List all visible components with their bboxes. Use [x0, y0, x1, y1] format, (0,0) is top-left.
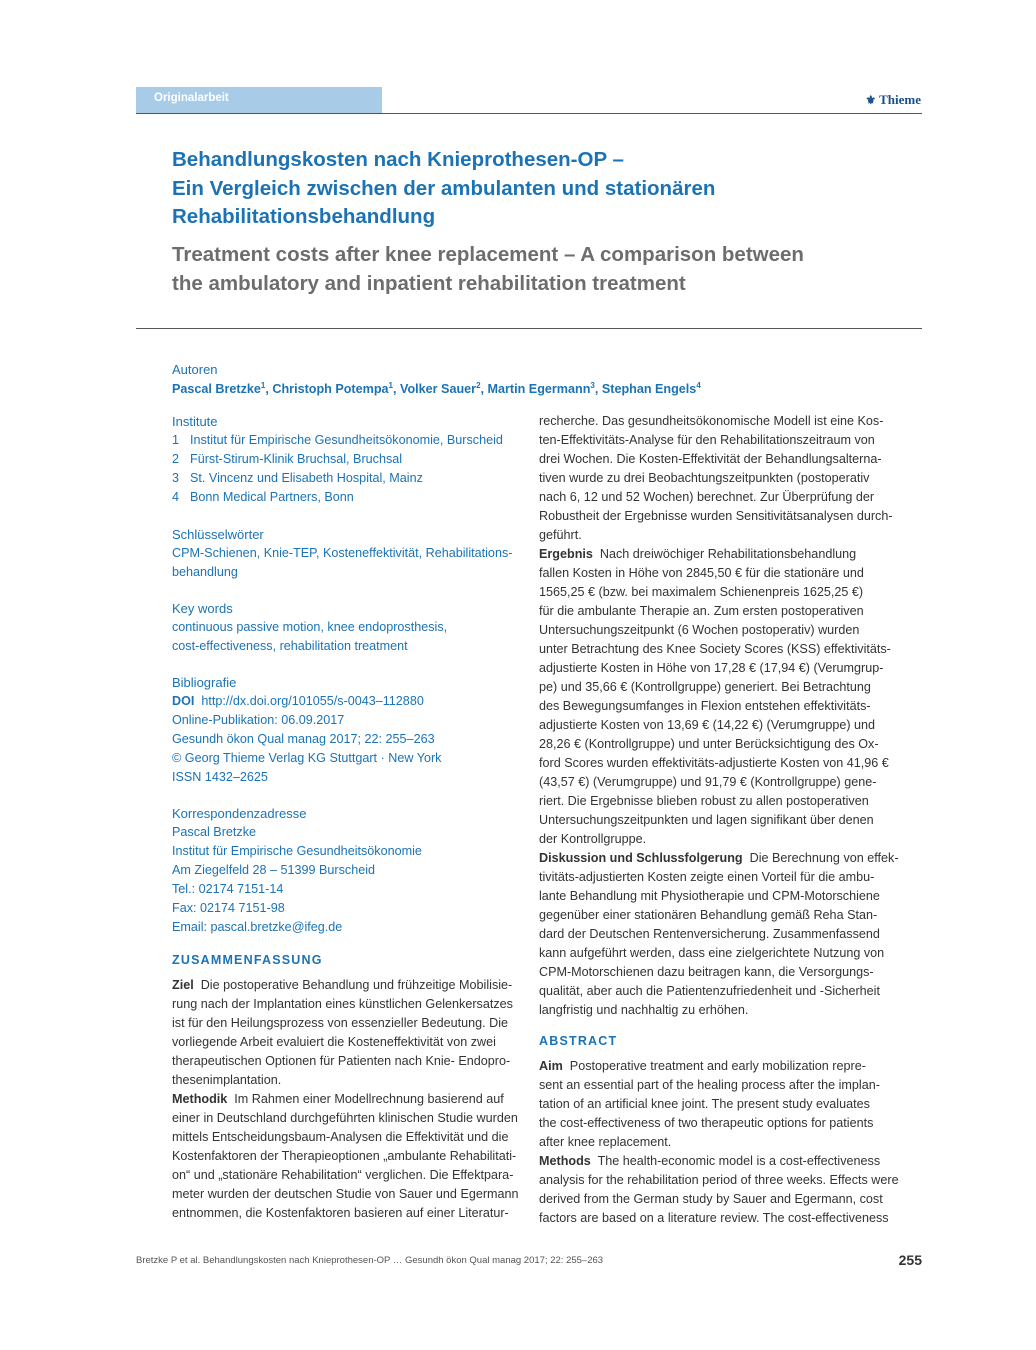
title-english: [172, 240, 912, 298]
institute-item: 4 Bonn Medical Partners, Bonn: [172, 490, 354, 504]
zusammenfassung-heading: ZUSAMMENFASSUNG: [172, 953, 323, 967]
ziel-lead: Ziel: [172, 978, 194, 992]
author-affiliation: 1: [388, 381, 393, 390]
right-column: [539, 412, 899, 1228]
methodik-paragraph: Methodik Im Rahmen einer Modellrechnung basierend auf einer in Deutschland durchgeführten klinischen Studie wurden mittels Entscheidungsbaum-Analysen die Effektivität und die Kostenfaktoren der Therapieoptionen „ambulante Rehabilitati- on“ und „stationäre Rehabilitation“ verglichen. Die Effektpara- meter wurden der deutschen Studie von Sauer und Egermann entnommen, die Kostenfaktoren basieren auf einer Literatur-: [172, 1092, 519, 1220]
aim-paragraph: Aim Postoperative treatment and early mobilization repre- sent an essential part of the healing process after the implan- tation of an artificial knee joint. The present study evaluates the cost-effectiveness of two therapeutic options for patients after knee replacement.: [539, 1059, 880, 1149]
keywords-de-line: behandlung: [172, 565, 238, 579]
page-number: 255: [898, 1252, 922, 1268]
section-tag: [136, 87, 382, 113]
authors-label: Autoren: [172, 362, 218, 377]
author-separator: ,: [392, 382, 400, 397]
institutes-label: Institute: [172, 414, 218, 429]
diskussion-paragraph: Diskussion und Schlussfolgerung Die Berechnung von effek- tivitäts-adjustierten Kosten zeigte einen Vorteil für die ambu- lante Behandlung mit Physiotherapie und CPM-Motorschiene gegenüber einer stationären Behandlung gemäß Reha Stan- dard der Deutschen Rentenversicherung. Zusammenfassend kann aufgeführt werden, dass eine zielgerichtete Nutzung von CPM-Motorschienen dazu beitragen kann, die Versorgungs- qualität, aber auch die Patientenzufriedenheit und -Sicherheit langfristig und nachhaltig zu erhöhen.: [539, 851, 899, 1017]
diskussion-lead: Diskussion und Schlussfolgerung: [539, 851, 743, 865]
title-german-line: Rehabilitationsbehandlung: [172, 205, 436, 228]
correspondence-phone: Tel.: 02174 7151-14: [172, 882, 284, 896]
section-tag-label: Originalarbeit: [154, 92, 229, 104]
title-german-line: Behandlungskosten nach Knieprothesen-OP –: [172, 148, 624, 171]
title-german-line: Ein Vergleich zwischen der ambulanten und stationären: [172, 176, 716, 200]
methods-paragraph: Methods The health-economic model is a cost-effectiveness analysis for the rehabilitation period of three weeks. Effects were derived from the German study by Sauer and Egermann, cost factors are based on a literature review. The cost-effectiveness: [539, 1154, 899, 1225]
author-separator: ,: [594, 382, 602, 397]
author-list: [172, 381, 701, 396]
keywords-de-line: CPM-Schienen, Knie-TEP, Kosteneffektivität, Rehabilitations-: [172, 546, 513, 560]
title-german: [172, 146, 912, 232]
ergebnis-lead: Ergebnis: [539, 547, 593, 561]
header-divider: [136, 113, 922, 114]
correspondence-address: Am Ziegelfeld 28 – 51399 Burscheid: [172, 863, 376, 877]
methods-lead: Methods: [539, 1154, 591, 1168]
online-publication: Online-Publikation: 06.09.2017: [172, 713, 345, 727]
abstract-heading: ABSTRACT: [539, 1034, 618, 1048]
author-name: Pascal Bretzke: [172, 382, 261, 397]
correspondence-fax: Fax: 02174 7151-98: [172, 901, 285, 915]
author-affiliation: 1: [260, 381, 266, 390]
left-column: [172, 412, 522, 1223]
author-separator: ,: [480, 382, 488, 397]
author-name: Volker Sauer: [399, 382, 477, 397]
keywords-en-line: continuous passive motion, knee endoprosthesis,: [172, 620, 448, 634]
author-affiliation: 3: [590, 381, 595, 390]
ergebnis-paragraph: Ergebnis Nach dreiwöchiger Rehabilitationsbehandlung fallen Kosten in Höhe von 2845,50 € für die stationäre und 1565,25 € (bzw. bei maximalem Schienenpreis 1625,25 €) für die ambulante Therapie an. Zum ersten postoperativen Untersuchungszeitpunkt (6 Wochen postoperativ) wurden unter Betrachtung des Knee Society Scores (KSS) effektivitäts- adjustierte Kosten in Höhe von 17,28 € (17,94 €) (Verumgrup- pe) und 35,66 € (Kontrollgruppe) generiert. Bei Betrachtung des Bewegungsumfanges in Flexion entstehen effektivitäts- adjustierte Kosten von 13,69 € (14,22 €) (Verumgruppe) und 28,26 € (Kontrollgruppe) und unter Berücksichtigung des Ox- ford Scores wurden effektivitäts-adjustierte Kosten von 41,96 € (43,57 €) (Verumgruppe) und 91,79 € (Kontrollgruppe) gene- riert. Die Ergebnisse blieben robust zu allen postoperativen Untersuchungszeitpunkten und lagen signifikant über denen der Kontrollgruppe.: [539, 547, 891, 846]
doi-line: [172, 692, 522, 711]
publisher-logo: [865, 92, 921, 108]
author-name: Christoph Potempa: [272, 382, 389, 397]
issn: ISSN 1432–2625: [172, 770, 268, 784]
title-english-line: the ambulatory and inpatient rehabilitation treatment: [172, 272, 686, 295]
bibliography-label: Bibliografie: [172, 675, 237, 690]
institute-item: 3 St. Vincenz und Elisabeth Hospital, Mainz: [172, 471, 423, 485]
institute-item: 1 Institut für Empirische Gesundheitsökonomie, Burscheid: [172, 433, 503, 447]
methodik-lead: Methodik: [172, 1092, 228, 1106]
aim-lead: Aim: [539, 1059, 563, 1073]
correspondence-label: Korrespondenzadresse: [172, 806, 307, 821]
ziel-paragraph: Ziel Die postoperative Behandlung und frühzeitige Mobilisie- rung nach der Implantation eines künstlichen Gelenkersatzes ist für den Heilungsprozess von essenzieller Bedeutung. Die vorliegende Arbeit evaluiert die Kosteneffektivität von zwei therapeutischen Optionen für Patienten nach Knie- Endopro- thesenimplantation.: [172, 978, 513, 1087]
institute-item: 2 Fürst-Stirum-Klinik Bruchsal, Bruchsal: [172, 452, 403, 466]
footer-citation: Bretzke P et al. Behandlungskosten nach Knieprothesen-OP … Gesundh ökon Qual manag 2017; 22: 255–263: [136, 1255, 604, 1266]
author-name: Martin Egermann: [487, 382, 591, 397]
author-affiliation: 4: [696, 381, 701, 390]
copyright: © Georg Thieme Verlag KG Stuttgart · New York: [172, 751, 442, 765]
publisher-name: Thieme: [879, 92, 921, 107]
correspondence-name: Pascal Bretzke: [172, 825, 256, 839]
doi-link[interactable]: http://dx.doi.org/101055/s-0043–112880: [201, 694, 424, 708]
author-name: Stephan Engels: [601, 382, 697, 397]
title-divider: [136, 328, 922, 329]
author-separator: ,: [265, 382, 273, 397]
thieme-crest-icon: ⚜: [865, 93, 877, 107]
methodik-continued: recherche. Das gesundheitsökonomische Modell ist eine Kos- ten-Effektivitäts-Analyse für den Rehabilitationszeitraum von drei Wochen. Die Kosten-Effektivität der Behandlungsalterna- tiven wurde zu drei Beobachtungszeitpunkten (postoperativ nach 6, 12 und 52 Wochen) berechnet. Zur Überprüfung der Robustheit der Ergebnisse wurden Sensitivitätsanalysen durch- geführt.: [539, 414, 893, 542]
correspondence-institute: Institut für Empirische Gesundheitsökonomie: [172, 844, 422, 858]
keywords-en-line: cost-effectiveness, rehabilitation treatment: [172, 639, 408, 653]
keywords-de-label: Schlüsselwörter: [172, 527, 264, 542]
journal-citation: Gesundh ökon Qual manag 2017; 22: 255–263: [172, 732, 435, 746]
keywords-en-label: Key words: [172, 601, 233, 616]
correspondence-email[interactable]: Email: pascal.bretzke@ifeg.de: [172, 920, 343, 934]
title-english-line: Treatment costs after knee replacement – A comparison between: [172, 243, 804, 266]
doi-label: DOI: [172, 694, 195, 708]
author-affiliation: 2: [476, 381, 481, 390]
